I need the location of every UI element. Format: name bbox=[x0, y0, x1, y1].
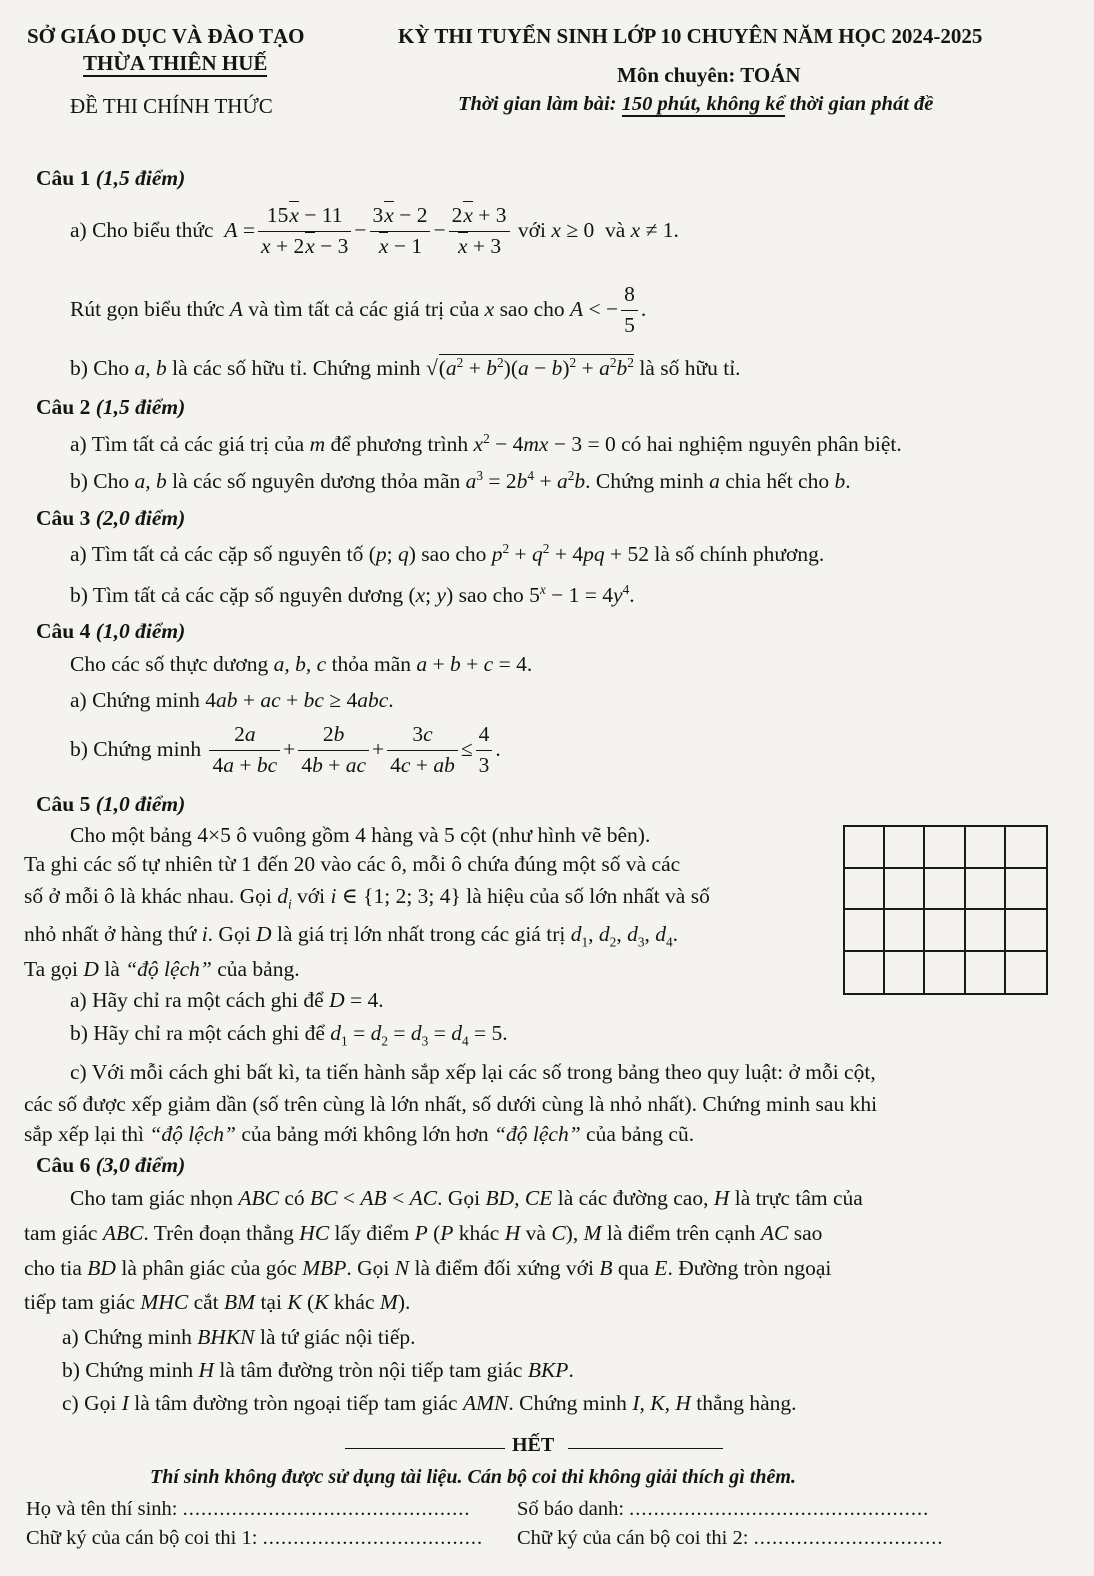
question-5c-line2: các số được xếp giảm dần (số trên cùng là lớn nhất, số dưới cùng là nhỏ nhất). Chứng minh sau khi bbox=[24, 1092, 878, 1116]
table-4x5-figure bbox=[843, 825, 1048, 995]
question-6c: c) Gọi I là tâm đường tròn ngoại tiếp tam giác AMN. Chứng minh I, K, H thẳng hàng. bbox=[62, 1391, 797, 1415]
question-1b: b) Cho a, b là các số hữu tỉ. Chứng minh $√(a^2 + b^2)(a - b)^2 + a^2b^2$ là số hữu tỉ. bbox=[70, 355, 741, 381]
question-2-title: Câu 2 (1,5 điểm) bbox=[36, 395, 186, 419]
question-5-title: Câu 5 (1,0 điểm) bbox=[36, 792, 186, 816]
official-label: ĐỀ THI CHÍNH THỨC bbox=[70, 94, 273, 118]
province-name: THỪA THIÊN HUẾ bbox=[83, 51, 268, 75]
question-1a-task: Rút gọn biểu thức A và tìm tất cả các giá trị của x sao cho A < − $\frac{8}{5}$ . bbox=[70, 282, 647, 337]
exam-note: Thí sinh không được sử dụng tài liệu. Cán bộ coi thi không giải thích gì thêm. bbox=[150, 1466, 796, 1488]
question-1a-expression: a) Cho biểu thức A = $\frac{15x - 11}{x + 2x - 3}$ − $\frac{3x - 2}{x - 1}$ − $\frac{2x + 3}{x + 3}$ với x ≥ 0 và x ≠ 1. bbox=[70, 203, 679, 258]
question-6-line4: tiếp tam giác MHC cắt BM tại K (K khác M). bbox=[24, 1290, 411, 1314]
question-5-line4: nhỏ nhất ở hàng thứ i. Gọi D là giá trị lớn nhất trong các giá trị $d_1$, $d_2$, $d_3$, $d_4$. bbox=[24, 922, 679, 950]
question-2a: a) Tìm tất cả các giá trị của m để phương trình $x^2 - 4mx - 3 = 0$ có hai nghiệm nguyên phân biệt. bbox=[70, 431, 902, 457]
question-5-line2: Ta ghi các số tự nhiên từ 1 đến 20 vào các ô, mỗi ô chứa đúng một số và các bbox=[24, 852, 681, 876]
question-4-title: Câu 4 (1,0 điểm) bbox=[36, 619, 186, 643]
question-3a: a) Tìm tất cả các cặp số nguyên tố (p; q) sao cho $p^2 + q^2 + 4pq + 52$ là số chính phương. bbox=[70, 541, 825, 567]
question-6-line2: tam giác ABC. Trên đoạn thẳng HC lấy điểm P (P khác H và C), M là điểm trên cạnh AC sao bbox=[24, 1221, 823, 1245]
question-6a: a) Chứng minh BHKN là tứ giác nội tiếp. bbox=[62, 1325, 416, 1349]
proctor-2-signature-field: Chữ ký của cán bộ coi thi 2: ............................... bbox=[517, 1527, 944, 1549]
question-5c-line1: c) Với mỗi cách ghi bất kì, ta tiến hành sắp xếp lại các số trong bảng theo quy luật: ở mỗi cột, bbox=[70, 1060, 876, 1084]
question-5-line5: Ta gọi D là “độ lệch” của bảng. bbox=[24, 957, 300, 981]
department-name: SỞ GIÁO DỤC VÀ ĐÀO TẠO bbox=[27, 24, 305, 48]
question-6-line3: cho tia BD là phân giác của góc MBP. Gọi N là điểm đối xứng với B qua E. Đường tròn ngoại bbox=[24, 1256, 832, 1280]
candidate-number-field: Số báo danh: ................................................. bbox=[517, 1498, 930, 1520]
question-1-title: Câu 1 (1,5 điểm) bbox=[36, 166, 186, 190]
question-6-title: Câu 6 (3,0 điểm) bbox=[36, 1153, 186, 1177]
question-3b: b) Tìm tất cả các cặp số nguyên dương (x; y) sao cho $5^x - 1 = 4y^4$. bbox=[70, 582, 635, 608]
time-info: Thời gian làm bài: 150 phút, không kể thời gian phát đề bbox=[458, 93, 934, 115]
question-4b: b) Chứng minh $\frac{2a}{4a + bc}$ + $\frac{2b}{4b + ac}$ + $\frac{3c}{4c + ab}$ ≤ $\frac{4}{3}$ . bbox=[70, 722, 501, 777]
exam-title: KỲ THI TUYỂN SINH LỚP 10 CHUYÊN NĂM HỌC 2024-2025 bbox=[398, 24, 983, 48]
question-5-line3: số ở mỗi ô là khác nhau. Gọi $d_i$ với i ∈ {1; 2; 3; 4} là hiệu của số lớn nhất và số bbox=[24, 884, 710, 912]
question-2b: b) Cho a, b là các số nguyên dương thỏa mãn $a^3 = 2b^4 + a^2b$. Chứng minh a chia hết cho b. bbox=[70, 468, 851, 494]
question-5b: b) Hãy chỉ ra một cách ghi để $d_1 = d_2 = d_3 = d_4 = 5$. bbox=[70, 1021, 508, 1049]
end-mark: HẾT bbox=[512, 1434, 555, 1456]
subject-label: Môn chuyên: TOÁN bbox=[617, 63, 801, 87]
proctor-1-signature-field: Chữ ký của cán bộ coi thi 1: .................................... bbox=[26, 1527, 484, 1549]
question-6b: b) Chứng minh H là tâm đường tròn nội tiếp tam giác BKP. bbox=[62, 1358, 574, 1382]
end-rule-left bbox=[345, 1448, 505, 1449]
end-rule-right bbox=[568, 1448, 723, 1449]
candidate-name-field: Họ và tên thí sinh: ............................................... bbox=[26, 1498, 471, 1520]
question-5a: a) Hãy chỉ ra một cách ghi để D = 4. bbox=[70, 988, 384, 1012]
question-4-intro: Cho các số thực dương a, b, c thỏa mãn a + b + c = 4. bbox=[70, 652, 533, 676]
question-5-line1: Cho một bảng 4×5 ô vuông gồm 4 hàng và 5 cột (như hình vẽ bên). bbox=[70, 823, 651, 847]
question-3-title: Câu 3 (2,0 điểm) bbox=[36, 506, 186, 530]
question-4a: a) Chứng minh 4ab + ac + bc ≥ 4abc. bbox=[70, 688, 394, 712]
question-6-line1: Cho tam giác nhọn ABC có BC < AB < AC. Gọi BD, CE là các đường cao, H là trực tâm của bbox=[70, 1186, 863, 1210]
question-5c-line3: sắp xếp lại thì “độ lệch” của bảng mới không lớn hơn “độ lệch” của bảng cũ. bbox=[24, 1122, 695, 1146]
